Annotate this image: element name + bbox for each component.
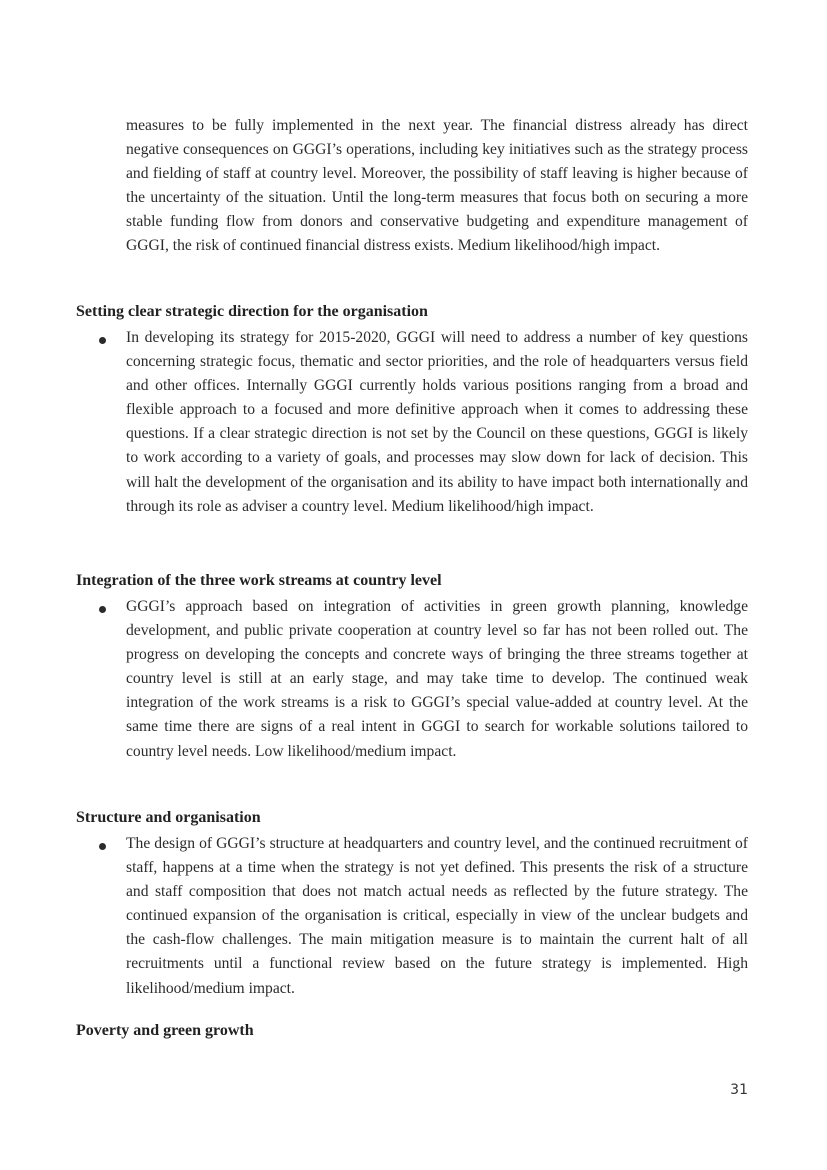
- bullet-text: In developing its strategy for 2015-2020, GGGI will need to address a number of key questions concerning strategic focus, thematic and sector priorities, and the role of headquarters versus field and other offices. Internally GGGI currently holds various positions ranging from a broad and flexible approach to a focused and more definitive approach when it comes to addressing these questions. If a clear strategic direction is not set by the Council on these questions, GGGI is likely to work according to a variety of goals, and processes may slow down for lack of decision. This will halt the development of the organisation and its ability to have impact both internationally and through its role as adviser a country level. Medium likelihood/high impact.: [126, 329, 748, 515]
- bullet-icon: [99, 337, 106, 344]
- bullet-text: GGGI’s approach based on integration of activities in green growth planning, knowledge development, and public private cooperation at country level so far has not been rolled out. The progress on developing the concepts and concrete ways of bringing the three streams together at country level is still at an early stage, and may take time to develop. The continued weak integration of the work streams is a risk to GGGI’s special value-added at country level. At the same time there are signs of a real intent in GGGI to search for workable solutions tailored to country level needs. Low likelihood/medium impact.: [126, 598, 748, 760]
- bullet-text: The design of GGGI’s structure at headquarters and country level, and the continued recruitment of staff, happens at a time when the strategy is not yet defined. This presents the risk of a structure and staff composition that does not match actual needs as reflected by the future strategy. The continued expansion of the organisation is critical, especially in view of the unclear budgets and the cash-flow challenges. The main mitigation measure is to maintain the current halt of all recruitments until a functional review based on the future strategy is implemented. High likelihood/medium impact.: [126, 835, 748, 997]
- intro-paragraph: measures to be fully implemented in the next year. The financial distress already has direct negative consequences on GGGI’s operations, including key initiatives such as the strategy process and fielding of staff at country level. Moreover, the possibility of staff leaving is higher because of the uncertainty of the situation. Until the long-term measures that focus both on securing a more stable funding flow from donors and conservative budgeting and expenditure management of GGGI, the risk of continued financial distress exists. Medium likelihood/high impact.: [126, 117, 748, 255]
- bullet-icon: [99, 843, 106, 850]
- section-heading-poverty: Poverty and green growth: [76, 1022, 254, 1039]
- page-number: 31: [730, 1082, 748, 1098]
- section-heading-work-streams: Integration of the three work streams at country level: [76, 572, 442, 589]
- section-heading-strategic-direction: Setting clear strategic direction for the organisation: [76, 303, 428, 320]
- section-heading-structure: Structure and organisation: [76, 809, 261, 826]
- bullet-icon: [99, 606, 106, 613]
